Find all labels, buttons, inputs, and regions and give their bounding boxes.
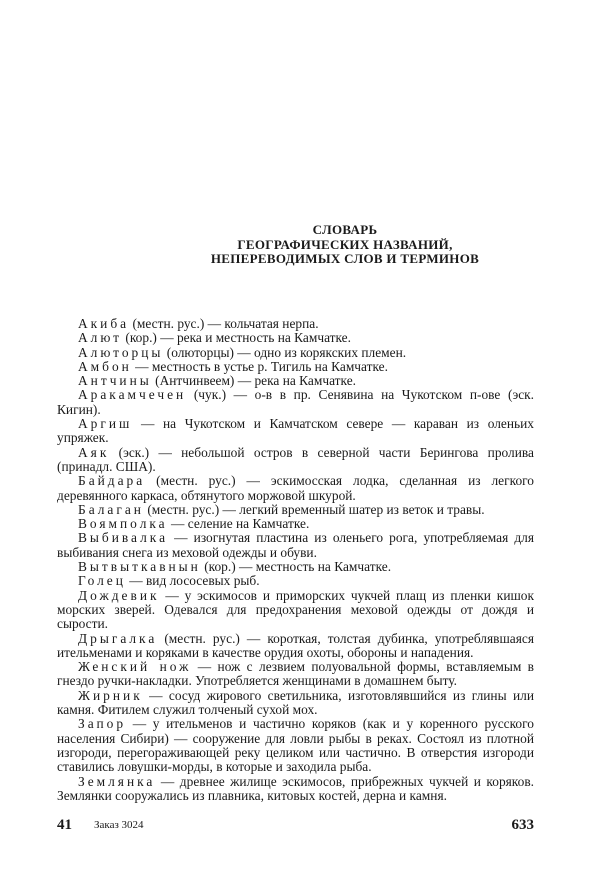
entry-definition: (олюторцы) — одно из корякских племен. — [163, 344, 407, 360]
glossary-entry — [57, 360, 534, 374]
entry-definition: — селение на Камчатке. — [167, 516, 310, 532]
glossary-entry — [57, 574, 534, 588]
entry-definition: (кор.) — местность на Камчатке. — [200, 559, 392, 575]
page-title — [0, 223, 600, 267]
page-number: 633 — [511, 817, 534, 833]
title-line: НЕПЕРЕВОДИМЫХ СЛОВ И ТЕРМИНОВ — [210, 251, 480, 266]
glossary-entry — [57, 417, 534, 446]
entry-definition: (эск.) — небольшой остров в северной части Берингова пролива (принадл. США). — [57, 444, 534, 474]
glossary-entry — [57, 589, 534, 632]
glossary-entry — [57, 331, 534, 345]
glossary-entry — [57, 346, 534, 360]
entry-definition: — у ительменов и частично коряков (как и у коренного русского населения Сибири) — сооружение для ловли рыбы в реках. Состоял из плотной изгороди, перегораживающей реку целиком или частично. В отверстия изгороди ставились ловушки-морды, в которые и заходила рыба. — [57, 716, 534, 775]
glossary-entry — [57, 689, 534, 718]
glossary-entry — [57, 503, 534, 517]
glossary-entry — [57, 775, 534, 804]
glossary-entry — [57, 374, 534, 388]
entry-term: Дождевик — [78, 587, 160, 603]
entry-definition: — у эскимосов и приморских чукчей плащ из пленки кишок морских зверей. Одевался для предохранения меховой одежды от дождя и сырости. — [57, 587, 534, 632]
entry-definition: (местн. рус.) — кольчатая нерпа. — [129, 316, 319, 331]
entry-definition: (местн. рус.) — легкий временный шатер из веток и травы. — [143, 501, 485, 517]
entry-definition: (местн. рус.) — короткая, толстая дубинка, употреблявшаяся ительменами и коряками в качестве орудия охоты, обороны и нападения. — [57, 630, 534, 660]
entry-definition: (кор.) — река и местность на Камчатке. — [122, 330, 351, 346]
entry-term: Акиба — [78, 316, 130, 331]
entry-definition: — вид лососевых рыб. — [125, 573, 260, 589]
entry-definition: — местность в устье р. Тигиль на Камчатке. — [131, 358, 388, 374]
entry-definition: (Антчинвеем) — река на Камчатке. — [151, 373, 356, 389]
title-line: СЛОВАРЬ — [312, 222, 378, 237]
entry-term: Байдара — [78, 473, 146, 489]
entry-term: Аргиш — [78, 416, 133, 432]
entry-definition: — древнее жилище эскимосов, прибрежных чукчей и коряков. Землянки сооружались из плавника, китовых костей, дерна и камня. — [57, 773, 534, 803]
entry-term: Женский нож — [78, 659, 192, 675]
entry-term: Антчины — [78, 373, 152, 389]
entry-term: Аракамчечен — [78, 387, 187, 403]
title-line: ГЕОГРАФИЧЕСКИХ НАЗВАНИЙ, — [237, 236, 453, 252]
order-number: Заказ 3024 — [94, 819, 144, 831]
entry-term: Амбон — [78, 358, 132, 374]
entry-term: Алют — [78, 330, 123, 346]
glossary-entry — [57, 632, 534, 661]
glossary-entry — [57, 446, 534, 475]
glossary-entry — [57, 474, 534, 503]
entry-term: Запор — [78, 716, 127, 732]
glossary-entry — [57, 560, 534, 574]
glossary-entry — [57, 717, 534, 774]
entry-term: Алюторцы — [78, 344, 164, 360]
glossary-entry — [57, 531, 534, 560]
entry-definition: (местн. рус.) — эскимосская лодка, сделанная из легкого деревянного каркаса, обтянутого моржовой шкурой. — [57, 473, 534, 503]
entry-term: Аяк — [78, 444, 110, 460]
entry-definition: (чук.) — о-в в пр. Сенявина на Чукотском п-ове (эск. Кигин). — [57, 387, 534, 417]
entry-term: Голец — [78, 573, 126, 589]
entry-term: Вытвыткавнын — [78, 559, 201, 575]
glossary-entry — [57, 660, 534, 689]
signature-mark: 41 — [57, 817, 72, 833]
entry-term: Балаган — [78, 501, 144, 517]
glossary-entry — [57, 388, 534, 417]
entry-term: Землянка — [78, 773, 156, 789]
glossary-entries — [57, 317, 534, 803]
glossary-entry — [57, 317, 534, 331]
entry-definition: — на Чукотском и Камчатском севере — караван из оленьих упряжек. — [57, 416, 534, 446]
entry-definition: — изогнутая пластина из оленьего рога, употребляемая для выбивания снега из меховой одежды и обуви. — [57, 530, 534, 560]
entry-term: Воямполка — [78, 516, 168, 532]
entry-term: Жирник — [78, 687, 143, 703]
entry-definition: — нож с лезвием полуовальной формы, вставляемым в гнездо ручки-накладки. Употребляется женщинами в домашнем быту. — [57, 659, 534, 689]
entry-term: Дрыгалка — [78, 630, 158, 646]
glossary-entry — [57, 517, 534, 531]
entry-term: Выбивалка — [78, 530, 169, 546]
entry-definition: — сосуд жирового светильника, изготовлявшийся из глины или камня. Фитилем служил толченый сухой мох. — [57, 687, 534, 718]
